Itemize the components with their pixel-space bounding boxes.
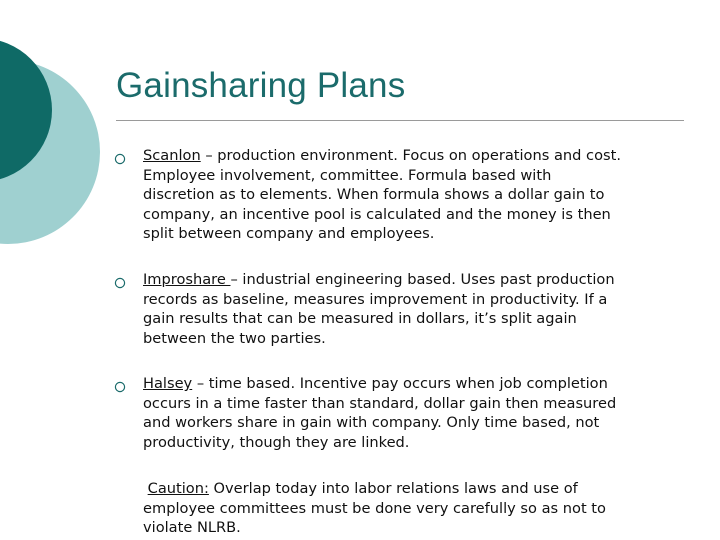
bullet-line: and workers share in gain with company. Only time based, not	[143, 414, 600, 432]
bullet-term: Scanlon	[143, 147, 201, 164]
slide-title: Gainsharing Plans	[116, 66, 406, 105]
bullet-line: between the two parties.	[143, 329, 326, 347]
hollow-circle-bullet-icon	[113, 380, 127, 394]
bullet-line: productivity, though they are linked.	[143, 433, 410, 451]
bullet-line: records as baseline, measures improvement in productivity. If a	[143, 290, 608, 308]
bullet-line: Halsey – time based. Incentive pay occurs when job completion	[143, 375, 608, 392]
bullet-improshare	[143, 270, 691, 348]
bullet-term: Halsey	[143, 375, 193, 392]
hollow-circle-bullet-icon	[113, 276, 127, 290]
bullet-line: Improshare – industrial engineering based. Uses past production	[143, 271, 615, 288]
bullet-line: Employee involvement, committee. Formula based with	[143, 166, 552, 184]
decorative-circles	[0, 0, 110, 300]
bullet-line: company, an incentive pool is calculated and the money is then	[143, 205, 611, 223]
bullet-line: gain results that can be measured in dollars, it’s split again	[143, 310, 577, 328]
caution-line: Caution: Overlap today into labor relations laws and use of	[147, 480, 578, 497]
caution-line: employee committees must be done very carefully so as not to	[143, 499, 606, 517]
caution-term: Caution:	[147, 480, 209, 497]
bullet-scanlon	[143, 146, 691, 244]
bullet-line: split between company and employees.	[143, 225, 435, 243]
bullet-line: Scanlon – production environment. Focus on operations and cost.	[143, 147, 621, 164]
bullet-term: Improshare	[143, 271, 231, 288]
bullet-line: occurs in a time faster than standard, dollar gain then measured	[143, 394, 617, 412]
title-divider	[116, 120, 684, 121]
bullet-halsey	[143, 374, 691, 452]
caution-note	[143, 479, 606, 538]
caution-line: violate NLRB.	[143, 519, 241, 537]
bullet-line: discretion as to elements. When formula shows a dollar gain to	[143, 186, 605, 204]
hollow-circle-bullet-icon	[113, 152, 127, 166]
